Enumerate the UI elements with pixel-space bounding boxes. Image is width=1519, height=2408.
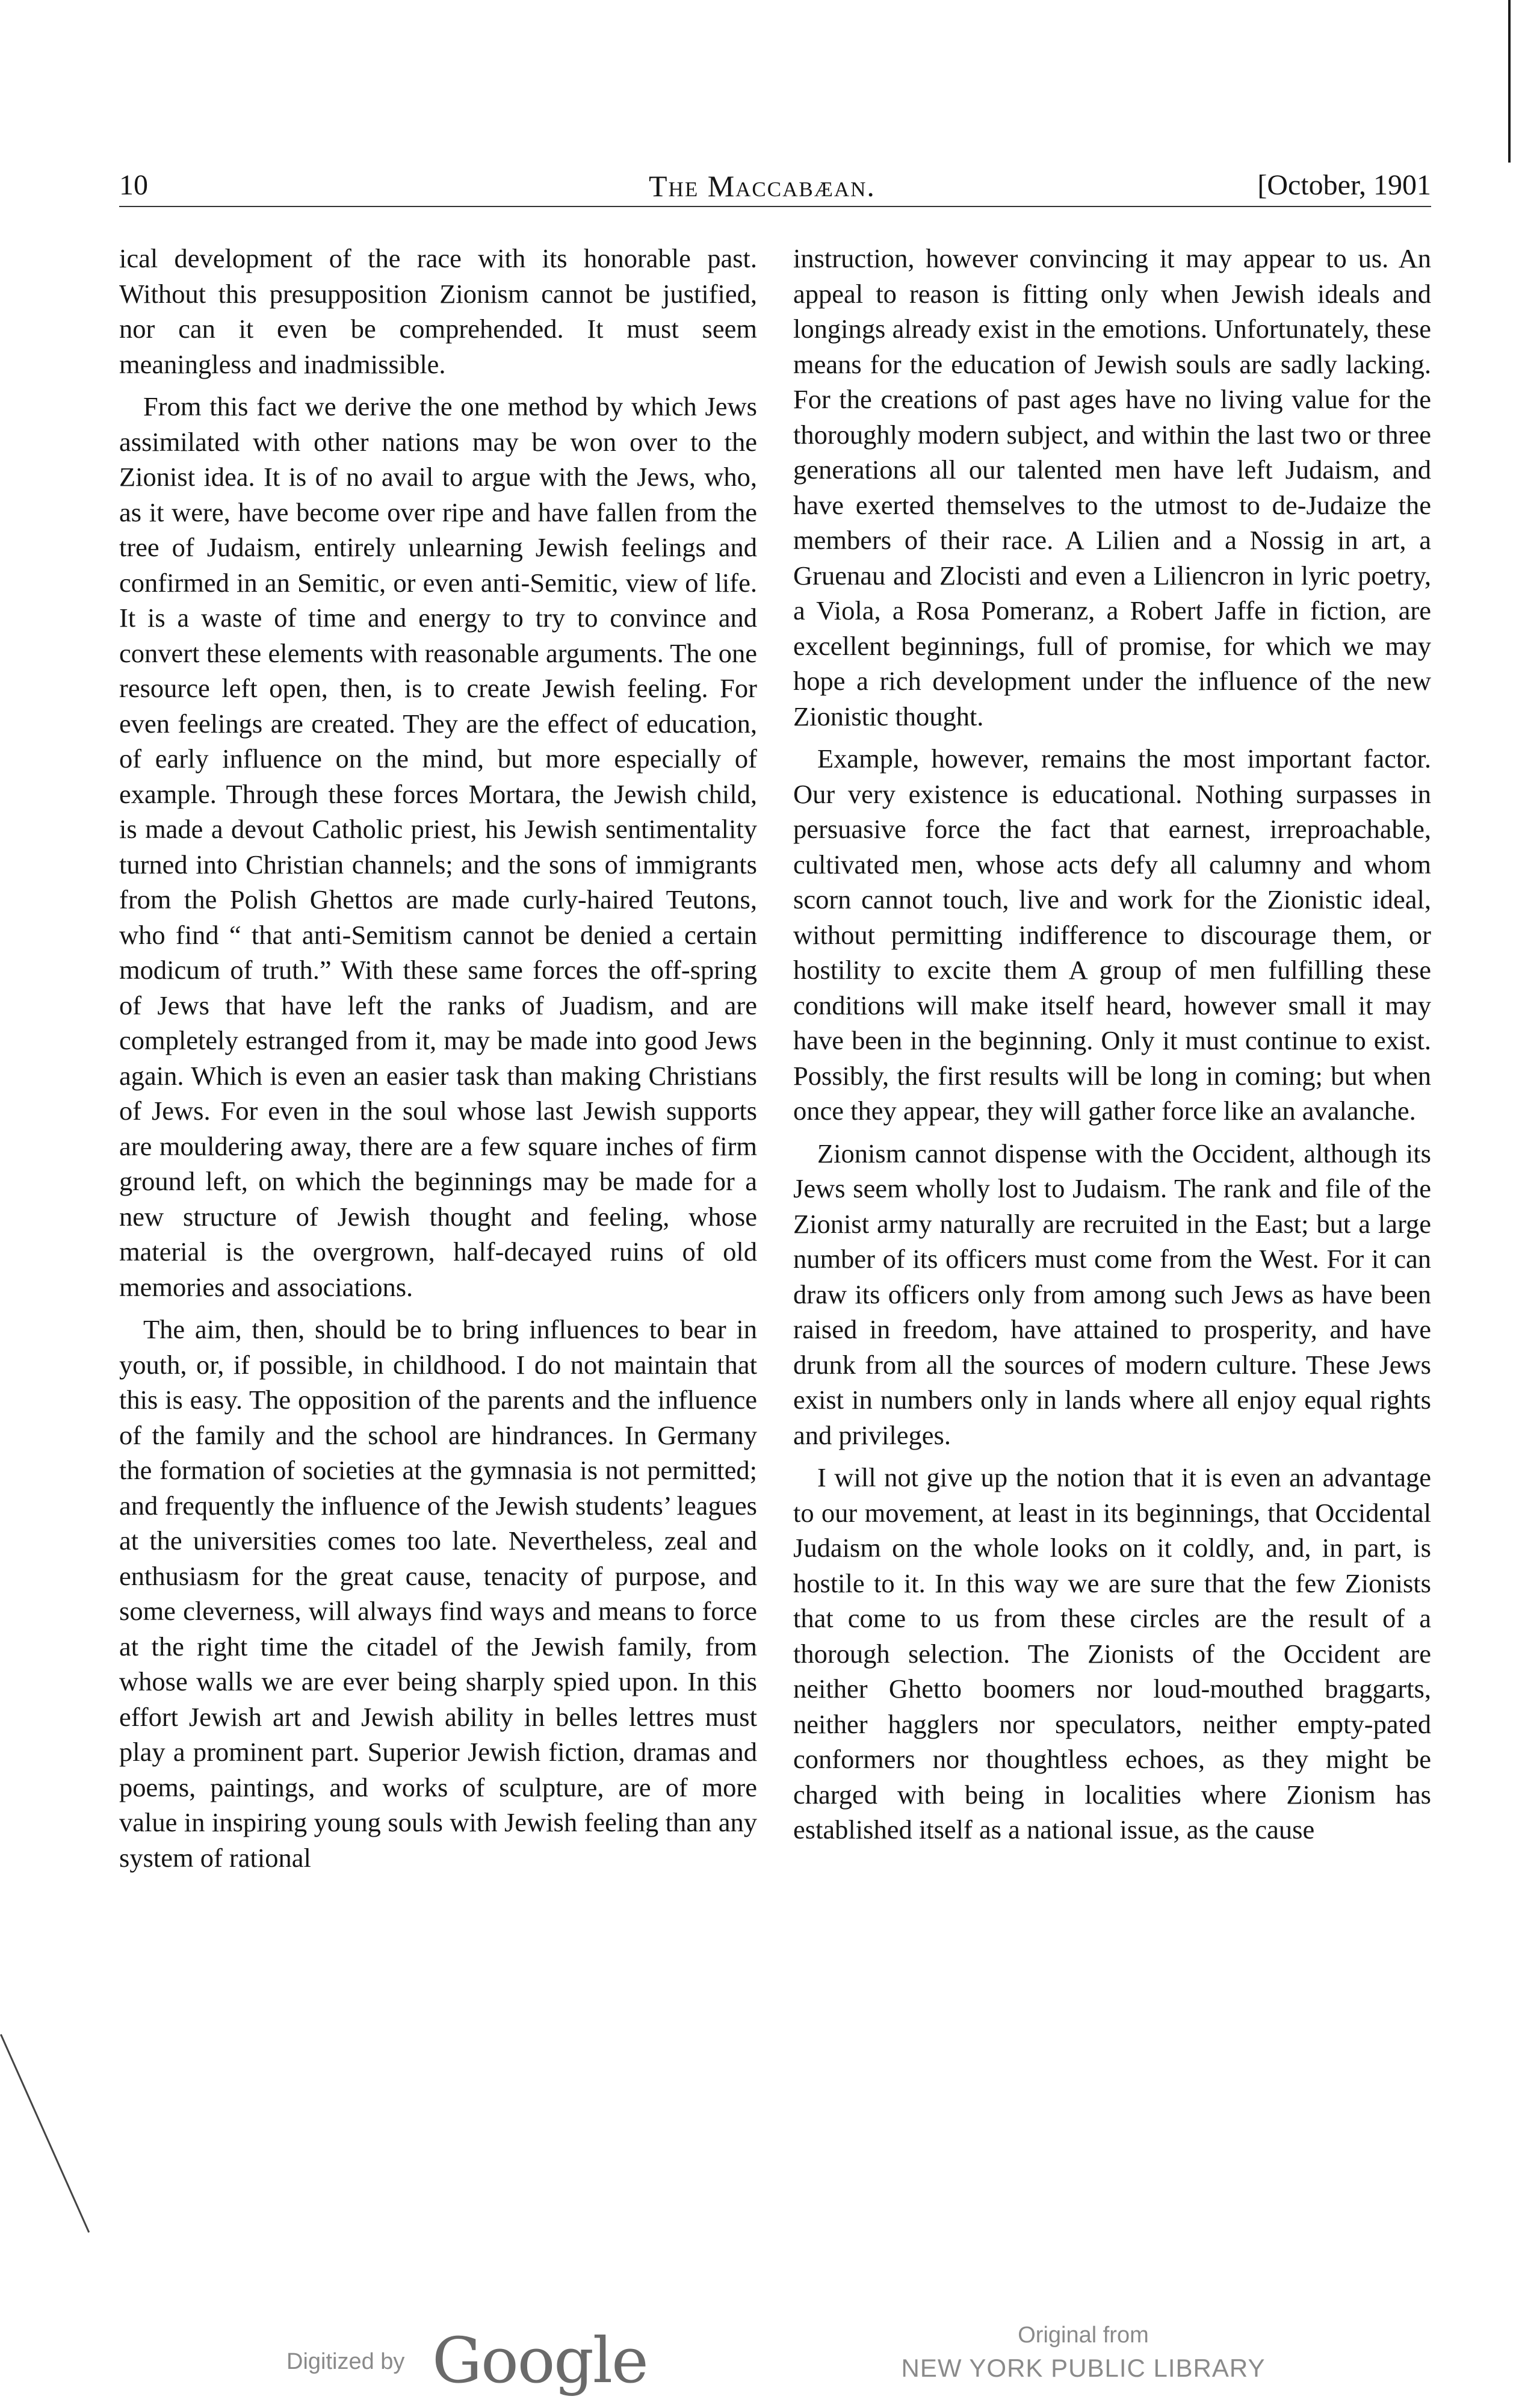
scan-edge-line-top-right (1508, 0, 1511, 163)
left-paragraph-1: ical development of the race with its honorable past. Without this presupposition Zionism cannot be justified, nor can it even be comprehended. It must seem meaningless and inadmissible. (119, 243, 757, 379)
original-from-label: Original from (1018, 2323, 1149, 2348)
running-header (119, 169, 1431, 205)
left-paragraph-2: From this fact we derive the one method by which Jews assimilated with other nations may be won over to the Zionist idea. It is of no avail to argue with the Jews, who, as it were, have become over ripe and have fallen from the tree of Judaism, entirely unlearning Jewish feelings and confirmed in an Semitic, or even anti-Semitic, view of life. It is a waste of time and energy to try to convince and convert these elements with reasonable arguments. The one resource left open, then, is to create Jewish feeling. For even feelings are created. They are the effect of education, of early influence on the mind, but more especially of example. Through these forces Mortara, the Jewish child, is made a devout Catholic priest, his Jewish sentimentality turned into Christian channels; and the sons of immigrants from the Polish Ghettos are made curly-haired Teutons, who find “ that anti-Semitism cannot be denied a certain modicum of truth.” With these same forces the off-spring of Jews that have left the ranks of Juadism, and are completely estranged from it, may be made into good Jews again. Which is even an easier task than making Christians of Jews. For even in the soul whose last Jewish supports are mouldering away, there are a few square inches of firm ground left, on which the beginnings may be made for a new structure of Jewish thought and feeling, whose material is the overgrown, half-decayed ruins of old memories and associations. (119, 391, 757, 1302)
left-text-column (119, 241, 757, 2203)
scan-edge-line-bottom-left (0, 2034, 90, 2233)
right-paragraph-1: instruction, however convincing it may appear to us. An appeal to reason is fitting only when Jewish ideals and longings already exist in the emotions. Unfortunately, these means for the education of Jewish souls are sadly lacking. For the creations of past ages have no living value for the thoroughly modern subject, and within the last two or three generations all our talented men have left Judaism, and have exerted themselves to the utmost to de-Judaize the members of their race. A Lilien and a Nossig in art, a Gruenau and Zlocisti and even a Liliencron in lyric poetry, a Viola, a Rosa Pomeranz, a Robert Jaffe in fiction, are excellent beginnings, full of promise, for which we may hope a rich development under the influence of the new Zionistic thought. (793, 243, 1431, 731)
journal-title: The Maccabæan. (649, 169, 876, 203)
library-name: NEW YORK PUBLIC LIBRARY (901, 2354, 1266, 2382)
right-paragraph-4: I will not give up the notion that it is even an advantage to our movement, at least in its beginnings, that Occidental Judaism on the whole looks on it coldly, and, in part, is hostile to it. In this way we are sure that the few Zionists that come to us from these circles are the result of a thorough selection. The Zionists of the Occident are neither Ghetto boomers nor loud-mouthed braggarts, neither hagglers nor speculators, neither empty-pated conformers nor thoughtless echoes, as they might be charged with being in localities where Zionism has established itself as a national issue, as the cause (793, 1462, 1431, 1845)
left-paragraph-3: The aim, then, should be to bring influences to bear in youth, or, if possible, in childhood. I do not maintain that this is easy. The opposition of the parents and the influence of the family and the school are hindrances. In Germany the formation of societies at the gymnasia is not permitted; and frequently the influence of the Jewish students’ leagues at the universities comes too late. Nevertheless, zeal and enthusiasm for the great cause, tenacity of purpose, and some cleverness, will always find ways and means to force at the right time the citadel of the Jewish family, from whose walls we are ever being sharply spied upon. In this effort Jewish art and Jewish ability in belles lettres must play a prominent part. Superior Jewish fiction, dramas and poems, paintings, and works of sculpture, are of more value in inspiring young souls with Jewish feeling than any system of rational (119, 1314, 757, 1873)
digitized-by-label: Digitized by (286, 2349, 405, 2374)
right-paragraph-3: Zionism cannot dispense with the Occident, although its Jews seem wholly lost to Judaism. The rank and file of the Zionist army naturally are recruited in the East; but a large number of its officers must come from the West. For it can draw its officers only from among such Jews as have been raised in freedom, have attained to prosperity, and have drunk from all the sources of modern culture. These Jews exist in numbers only in lands where all enjoy equal rights and privileges. (793, 1138, 1431, 1450)
digitization-footer (0, 2312, 1519, 2408)
page-number: 10 (119, 169, 148, 201)
google-logo: Google (432, 2324, 648, 2397)
right-paragraph-2: Example, however, remains the most important factor. Our very existence is educational. Nothing surpasses in persuasive force the fact that earnest, irreproachable, cultivated men, whose acts defy all calumny and whom scorn cannot touch, live and work for the Zionistic ideal, without permitting indifference to discourage them, or hostility to excite them A group of men fulfilling these conditions will make itself heard, however small it may have been in the beginning. Only it must continue to exist. Possibly, the first results will be long in coming; but when once they appear, they will gather force like an avalanche. (793, 743, 1431, 1126)
right-text-column (793, 241, 1431, 2203)
issue-date: [October, 1901 (1257, 169, 1431, 201)
header-rule (119, 206, 1431, 207)
